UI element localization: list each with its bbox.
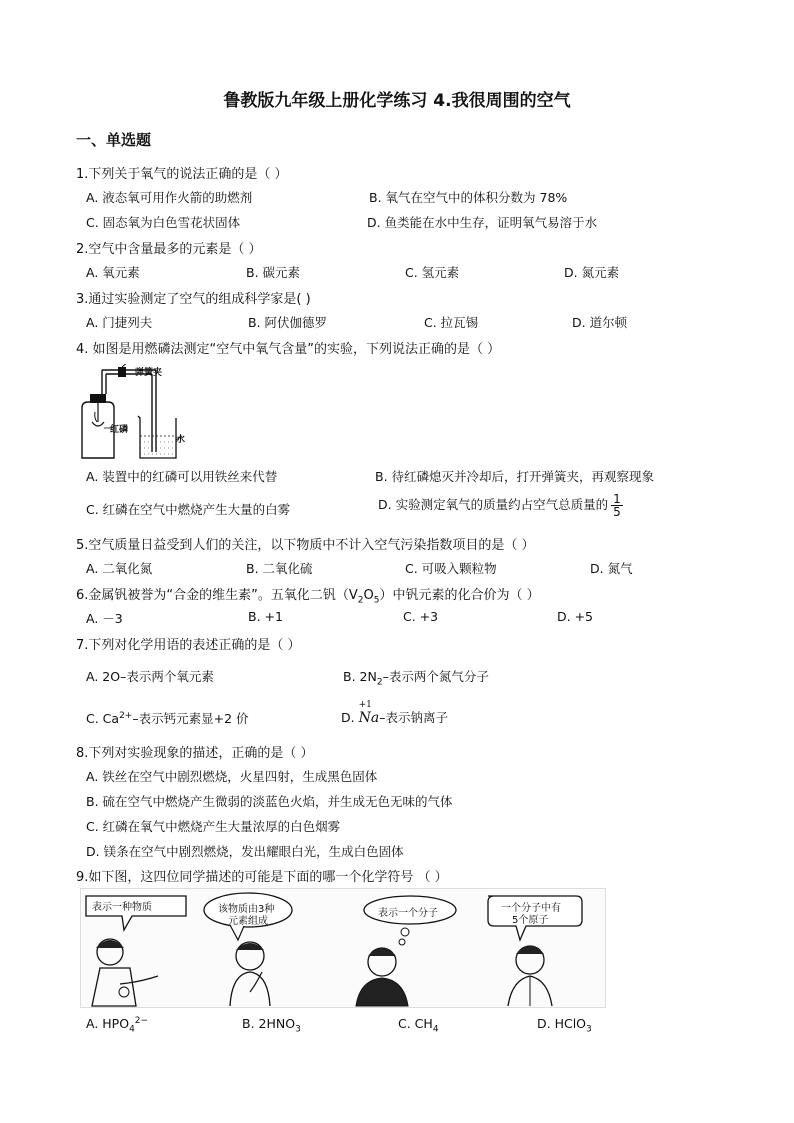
question-2-option-b[interactable]: B. 碳元素: [246, 265, 301, 280]
question-6-option-d[interactable]: D. +5: [557, 609, 593, 624]
question-7-option-d[interactable]: [341, 700, 448, 726]
question-4-option-c[interactable]: C. 红磷在空气中燃烧产生大量的白雾: [86, 502, 291, 517]
question-2-option-c[interactable]: C. 氢元素: [405, 265, 460, 280]
speech-bubble-1: 表示一种物质: [92, 902, 152, 913]
fraction-one-fifth: [611, 493, 623, 518]
question-1-option-d[interactable]: D. 鱼类能在水中生存，证明氧气易溶于水: [367, 215, 598, 230]
question-7-option-b[interactable]: [343, 667, 489, 688]
option-text: –表示钠离子: [379, 710, 448, 725]
question-3-option-a[interactable]: A. 门捷列夫: [86, 315, 153, 330]
speech-bubble-2-line-1: 该物质由3种: [218, 904, 275, 915]
question-8-stem: 8.下列对实验现象的描述，正确的是（ ）: [76, 746, 314, 761]
figure-label-red-phosphorus: 红磷: [110, 425, 129, 435]
subscript: 3: [586, 1024, 592, 1035]
question-3-option-d[interactable]: D. 道尔顿: [572, 315, 628, 330]
oxygen-symbol: O: [363, 588, 374, 603]
question-1-option-a[interactable]: A. 液态氧可用作火箭的助燃剂: [86, 190, 253, 205]
figure-label-water: 水: [176, 435, 186, 445]
fraction-denominator: 5: [613, 505, 621, 519]
superscript: 2−: [134, 1016, 149, 1026]
speech-bubble-4-line-2: 5个原子: [512, 915, 549, 926]
figure-label-clamp: 弹簧夹: [135, 368, 163, 378]
question-6-option-b[interactable]: B. +1: [248, 609, 283, 624]
question-2-option-d[interactable]: D. 氮元素: [564, 265, 620, 280]
question-8-option-d[interactable]: D. 镁条在空气中剧烈燃烧，发出耀眼白光，生成白色固体: [86, 844, 404, 859]
option-text: C. Ca: [86, 711, 120, 726]
question-4-option-d[interactable]: [378, 493, 623, 518]
question-5-option-a[interactable]: A. 二氧化氮: [86, 561, 153, 576]
question-8-option-c[interactable]: C. 红磷在氧气中燃烧产生大量浓厚的白色烟雾: [86, 819, 341, 834]
question-4-option-d-text: D. 实验测定氧气的质量约占空气总质量的: [378, 497, 609, 512]
subscript: 3: [295, 1024, 301, 1035]
red-phosphorus-apparatus-figure: [78, 364, 190, 462]
question-2-option-a[interactable]: A. 氧元素: [86, 265, 140, 280]
question-8-option-b[interactable]: B. 硫在空气中燃烧产生微弱的淡蓝色火焰，并生成无色无味的气体: [86, 794, 453, 809]
question-1-option-b[interactable]: B. 氧气在空气中的体积分数为 78%: [369, 190, 568, 205]
element-symbol: Na: [358, 710, 380, 726]
speech-bubble-3: 表示一个分子: [378, 908, 438, 919]
question-9-option-a[interactable]: [86, 1016, 148, 1035]
option-text: –表示两个氮气分子: [382, 669, 489, 684]
question-7-option-c[interactable]: [86, 709, 249, 727]
document-title: 鲁教版九年级上册化学练习 4.我很周围的空气: [223, 91, 571, 111]
question-7-option-a[interactable]: A. 2O–表示两个氧元素: [86, 669, 214, 684]
option-text: C. CH: [398, 1016, 433, 1031]
subscript: 2: [376, 677, 383, 688]
question-6-stem-pre: 6.金属钒被誉为“合金的维生素”。五氧化二钒（V: [76, 588, 358, 603]
superscript: 2+: [119, 710, 133, 721]
question-1-stem: 1.下列关于氧气的说法正确的是（ ）: [76, 167, 288, 182]
sodium-symbol: [358, 700, 380, 726]
question-5-option-c[interactable]: C. 可吸入颗粒物: [405, 561, 497, 576]
question-6-option-c[interactable]: C. +3: [403, 609, 439, 624]
question-2-stem: 2.空气中含量最多的元素是（ ）: [76, 242, 262, 257]
fraction-numerator: 1: [613, 492, 621, 506]
question-3-option-c[interactable]: C. 拉瓦锡: [424, 315, 479, 330]
question-4-stem: 4. 如图是用燃磷法测定“空气中氧气含量”的实验，下列说法正确的是（ ）: [76, 342, 501, 357]
question-9-stem: 9.如下图，这四位同学描述的可能是下面的哪一个化学符号 （ ）: [76, 870, 448, 885]
subscript: 4: [129, 1024, 135, 1035]
speech-bubble-2-line-2: 元素组成: [228, 916, 268, 927]
question-5-stem: 5.空气质量日益受到人们的关注，以下物质中不计入空气污染指数项目的是（ ）: [76, 538, 535, 553]
subscript: 2: [357, 595, 364, 606]
question-6-stem-post: ）中钒元素的化合价为（ ）: [379, 588, 540, 603]
option-text: –表示钙元素显+2 价: [132, 711, 249, 726]
question-8-option-a[interactable]: A. 铁丝在空气中剧烈燃烧，火星四射，生成黑色固体: [86, 769, 378, 784]
option-text: B. 2N: [343, 669, 377, 684]
option-text: B. 2HNO: [242, 1016, 296, 1031]
option-text: D.: [341, 710, 359, 725]
question-5-option-d[interactable]: D. 氮气: [590, 561, 633, 576]
subscript: 5: [373, 595, 380, 606]
question-1-option-c[interactable]: C. 固态氧为白色雪花状固体: [86, 215, 241, 230]
charge-label: +1: [358, 700, 372, 710]
question-5-option-b[interactable]: B. 二氧化硫: [246, 561, 313, 576]
subscript: 4: [432, 1024, 439, 1035]
question-3-option-b[interactable]: B. 阿伏伽德罗: [248, 315, 328, 330]
question-3-stem: 3.通过实验测定了空气的组成科学家是( ): [76, 292, 311, 307]
option-text: A. HPO: [86, 1016, 130, 1032]
section-heading: 一、单选题: [76, 131, 152, 149]
speech-bubble-4-line-1: 一个分子中有: [501, 903, 561, 914]
question-9-option-b[interactable]: [242, 1016, 301, 1035]
question-4-option-a[interactable]: A. 装置中的红磷可以用铁丝来代替: [86, 469, 278, 484]
question-6-stem: [76, 584, 540, 606]
question-4-option-b[interactable]: B. 待红磷熄灭并冷却后，打开弹簧夹，再观察现象: [375, 469, 655, 484]
question-6-option-a[interactable]: A. －3: [86, 611, 123, 626]
option-text: D. HClO: [537, 1016, 587, 1031]
question-9-option-d[interactable]: [537, 1016, 592, 1035]
question-9-option-c[interactable]: [398, 1016, 439, 1035]
question-7-stem: 7.下列对化学用语的表述正确的是（ ）: [76, 638, 301, 653]
